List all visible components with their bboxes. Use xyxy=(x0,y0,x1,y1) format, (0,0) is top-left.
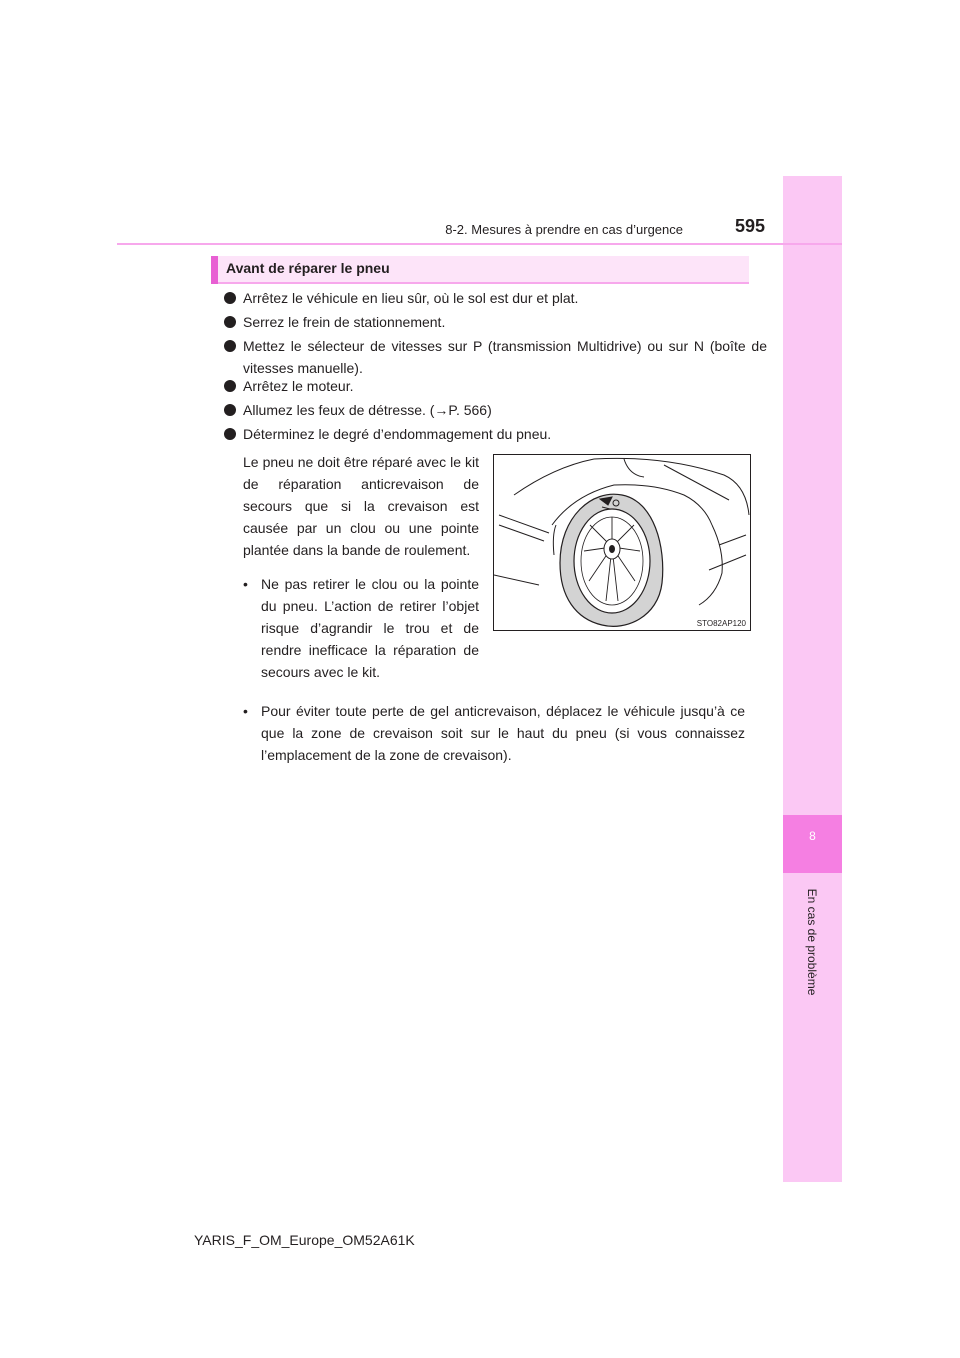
sub-bullet xyxy=(243,573,479,683)
chapter-number: 8 xyxy=(809,829,816,843)
chapter-label: En cas de problème xyxy=(805,888,819,996)
figure-code: STO82AP120 xyxy=(696,619,746,628)
bullet-dot-icon xyxy=(224,404,236,416)
bullet-dot-icon xyxy=(224,428,236,440)
section-heading-bar xyxy=(211,256,749,284)
car-wheel-illustration xyxy=(494,455,750,630)
bullet-text: Arrêtez le véhicule en lieu sûr, où le sol est dur et plat. xyxy=(243,290,579,306)
header-rule xyxy=(117,243,842,245)
bullet-text: Allumez les feux de détresse. (→P. 566) xyxy=(243,402,492,418)
tire-illustration xyxy=(493,454,751,631)
sub-bullet-marker: • xyxy=(243,576,248,592)
bullet-text: Arrêtez le moteur. xyxy=(243,378,354,394)
running-header: 8-2. Mesures à prendre en cas d’urgence xyxy=(445,222,683,237)
sub-bullet xyxy=(243,700,745,766)
section-accent xyxy=(211,256,218,284)
bullet-dot-icon xyxy=(224,292,236,304)
bullet-dot-icon xyxy=(224,316,236,328)
sub-bullet-marker: • xyxy=(243,703,248,719)
bullet-dot-icon xyxy=(224,340,236,352)
sub-bullet-text: Ne pas retirer le clou ou la pointe du pneu. L’action de retirer l’objet risque d’agrandir le trou et de rendre inefficace la réparation de secours avec le kit. xyxy=(261,576,479,680)
bullet-dot-icon xyxy=(224,380,236,392)
bullet-text: Déterminez le degré d’endommagement du pneu. xyxy=(243,426,552,442)
chapter-tab xyxy=(783,176,842,1182)
bullet-text: Mettez le sélecteur de vitesses sur P (transmission Multidrive) ou sur N (boîte de vitesses manuelle). xyxy=(243,338,767,376)
page-number: 595 xyxy=(735,216,766,236)
section-title: Avant de réparer le pneu xyxy=(226,260,390,276)
bullet-text: Serrez le frein de stationnement. xyxy=(243,314,446,330)
detail-paragraph: Le pneu ne doit être réparé avec le kit de réparation anticrevaison de secours que si la crevaison est causée par un clou ou une pointe plantée dans la bande de roulement. xyxy=(243,454,479,558)
footer-document-id: YARIS_F_OM_Europe_OM52A61K xyxy=(194,1232,415,1248)
chapter-number-tab xyxy=(783,815,842,873)
sub-bullet-text: Pour éviter toute perte de gel anticrevaison, déplacez le véhicule jusqu’à ce que la zone de crevaison soit sur le haut du pneu (si vous connaissez l’emplacement de la zone de crevaison). xyxy=(261,703,745,763)
